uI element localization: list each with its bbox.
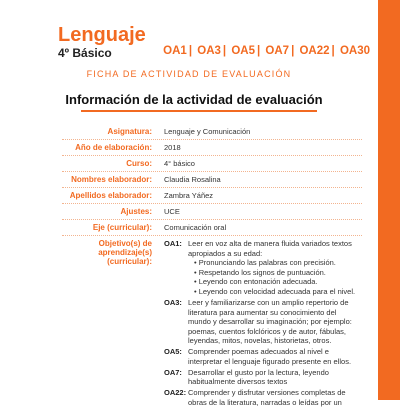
objectives-row: [62, 236, 362, 411]
section-title: Información de la actividad de evaluación: [65, 92, 323, 107]
table-row: [62, 220, 362, 236]
info-table: [62, 124, 362, 411]
objectives-label: Objetivo(s) de aprendizaje(s) (curricular):: [98, 239, 152, 266]
row-value: 2018: [164, 143, 181, 152]
table-row: [62, 156, 362, 172]
row-label: Curso:: [126, 159, 152, 168]
oa-code: OA30: [339, 45, 370, 57]
row-label: Asignatura:: [107, 127, 152, 136]
subject-title: Lenguaje: [58, 24, 146, 46]
objective-item: [164, 347, 362, 366]
oa-code: OA22: [299, 45, 330, 57]
objective-line: poemas, cuentos folclóricos y de autor, fábulas,: [188, 326, 347, 336]
table-row: [62, 172, 362, 188]
side-stripe: [378, 0, 400, 400]
row-value: Claudia Rosalina: [164, 175, 221, 184]
row-label: Ajustes:: [120, 207, 152, 216]
table-row: [62, 140, 362, 156]
objective-line: habitualmente diversos textos: [188, 377, 288, 387]
oa-code: OA3: [197, 45, 221, 57]
objective-line: Leer en voz alta de manera fluida variados textos: [188, 239, 352, 248]
title-underline: [81, 110, 317, 112]
objective-line: Desarrollar el gusto por la lectura, leyendo: [188, 367, 329, 377]
table-row: [62, 188, 362, 204]
table-row: [62, 204, 362, 220]
row-label: Año de elaboración:: [75, 143, 152, 152]
objective-code: OA7:: [164, 367, 182, 377]
row-value: UCE: [164, 207, 180, 216]
row-label: Apellidos elaborador:: [69, 191, 152, 200]
row-value: Comunicación oral: [164, 223, 227, 232]
row-label: Eje (curricular):: [92, 223, 152, 232]
objective-line: literatura para aumentar su conocimiento del: [188, 307, 337, 317]
objective-line: obras de la literatura, narradas o leídas por un: [188, 398, 342, 408]
row-value: 4° básico: [164, 159, 195, 168]
objective-code: OA22:: [164, 388, 187, 398]
oa-code-list: OA1 | OA3 | OA5 | OA7 | OA22 | OA30: [163, 45, 370, 57]
objective-line: • Leyendo con entonación adecuada.: [194, 277, 318, 287]
objective-line: • Pronunciando las palabras con precisión.: [194, 258, 336, 268]
objective-code: OA1:: [164, 239, 182, 248]
objectives-list: [158, 236, 362, 411]
objective-line: leyendas, mitos, novelas, historietas, otros.: [188, 336, 332, 346]
objective-item: [164, 298, 362, 346]
grade-label: 4º Básico: [58, 46, 112, 60]
objective-item: [164, 368, 362, 387]
row-label: Nombres elaborador:: [71, 175, 152, 184]
objective-line: Comprender poemas adecuados al nivel e: [188, 347, 329, 357]
oa-code: OA7: [265, 45, 290, 57]
table-row: [62, 124, 362, 140]
row-value: Zambra Yáñez: [164, 191, 214, 200]
objective-line: Comprender y disfrutar versiones completas de: [188, 388, 346, 398]
objective-line: • Respetando los signos de puntuación.: [194, 267, 326, 277]
oa-code: OA1: [163, 45, 187, 57]
objective-code: OA5:: [164, 347, 182, 357]
row-value: Lenguaje y Comunicación: [164, 127, 251, 136]
ficha-title: FICHA DE ACTIVIDAD DE EVALUACIÓN: [86, 69, 292, 79]
oa-code: OA5: [231, 45, 255, 57]
objective-line: mundo y desarrollar su imaginación; por ejemplo:: [188, 317, 352, 327]
objective-item: [164, 388, 362, 407]
objective-line: Leer y familiarizarse con un amplio repertorio de: [188, 297, 349, 307]
objective-code: OA3:: [164, 297, 182, 307]
objective-line: apropiados a su edad:: [188, 248, 263, 258]
objective-item: [164, 239, 362, 297]
objective-line: interpretar el lenguaje figurado presente en ellos.: [188, 356, 352, 366]
objective-line: • Leyendo con velocidad adecuada para el nivel.: [194, 286, 356, 296]
